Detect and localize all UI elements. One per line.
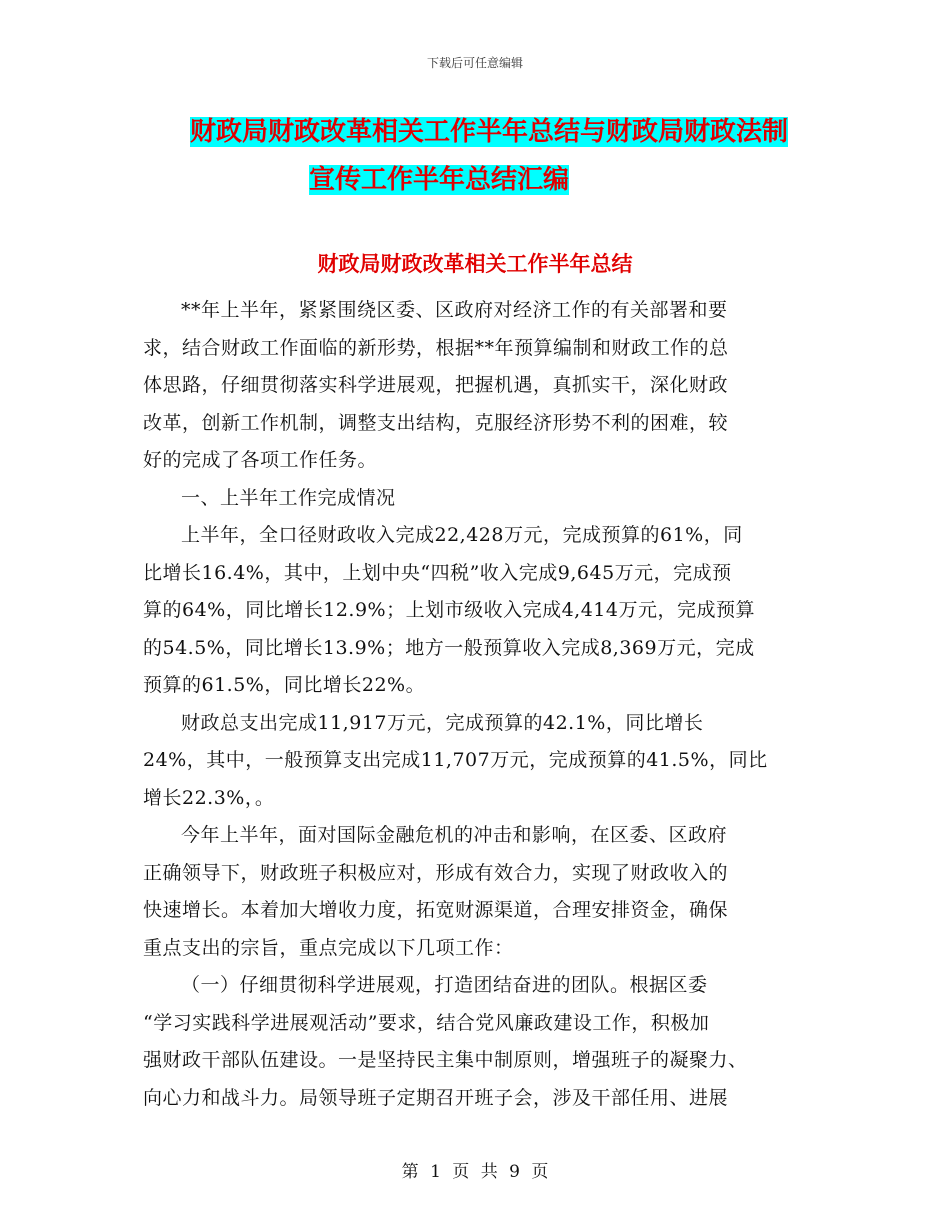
paragraph-intro: **年上半年，紧紧围绕区委、区政府对经济工作的有关部署和要 求，结合财政工作面临的新形势，根据**年预算编制和财政工作的总 体思路，仔细贯彻落实科学进展观，把握机遇，真抓实干，深化财政 改革，创新工作机制，调整支出结构，克服经济形势不利的困难，较 好的完成了各项工作任务。 xyxy=(143,299,729,471)
paragraph-expenditure: 财政总支出完成11,917万元，完成预算的42.1%，同比增长 24%，其中，一般预算支出完成11,707万元，完成预算的41.5%，同比 增长22.3%，。 xyxy=(143,711,768,809)
header-note: 下载后可任意编辑 xyxy=(426,56,523,70)
document-title xyxy=(190,108,810,204)
paragraph-heading-1: 一、上半年工作完成情况 xyxy=(181,486,396,509)
document-title-line-2 xyxy=(190,156,810,204)
paragraph-overview: 今年上半年，面对国际金融危机的冲击和影响，在区委、区政府 正确领导下，财政班子积极应对，形成有效合力，实现了财政收入的 快速增长。本着加大增收力度，拓宽财源渠道，合理安排资金，确保 重点支出的宗旨，重点完成以下几项工作： xyxy=(143,824,729,959)
document-title-line-1-text: 财政局财政改革相关工作半年总结与财政局财政法制 xyxy=(190,117,789,147)
document-title-line-1 xyxy=(190,108,810,156)
page-footer: 第 1 页 共 9 页 xyxy=(401,1162,549,1182)
section-title: 财政局财政改革相关工作半年总结 xyxy=(317,252,633,276)
document-title-line-2-text: 宣传工作半年总结汇编 xyxy=(309,165,570,195)
paragraph-item-1: （一）仔细贯彻科学进展观，打造团结奋进的团队。根据区委 “学习实践科学进展观活动”要求，结合党风廉政建设工作，积极加 强财政干部队伍建设。一是坚持民主集中制原则，增强班子的凝聚力、 向心力和战斗力。局领导班子定期召开班子会，涉及干部任用、进展 xyxy=(143,974,748,1109)
document-body xyxy=(143,292,803,1117)
paragraph-revenue: 上半年，全口径财政收入完成22,428万元，完成预算的61%，同 比增长16.4%，其中，上划中央“四税”收入完成9,645万元，完成预 算的64%，同比增长12.9%；上划市级收入完成4,414万元，完成预算 的54.5%，同比增长13.9%；地方一般预算收入完成8,369万元，完成 预算的61.5%，同比增长22%。 xyxy=(143,524,755,696)
